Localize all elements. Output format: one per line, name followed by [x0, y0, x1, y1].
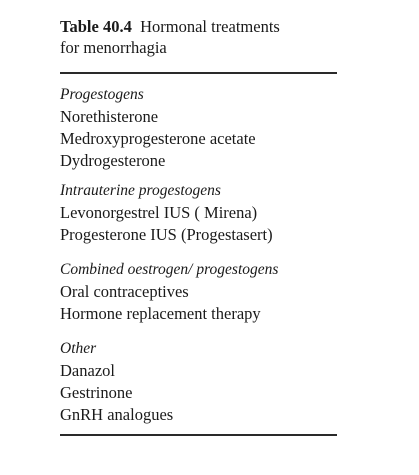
list-item: Levonorgestrel IUS ( Mirena) — [60, 203, 258, 222]
bottom-rule — [60, 434, 337, 436]
group-progestogens — [60, 84, 337, 172]
group-heading: Other — [60, 340, 97, 357]
list-item: Gestrinone — [60, 383, 133, 402]
group-combined-oestrogen-progestogens — [60, 259, 337, 325]
list-item: Norethisterone — [60, 107, 159, 126]
group-heading: Combined oestrogen/ progestogens — [60, 261, 279, 278]
table-label: Table 40.4 — [60, 17, 132, 36]
table-title-line-2: for menorrhagia — [60, 38, 167, 57]
group-heading: Intrauterine progestogens — [60, 182, 221, 199]
list-item: Progesterone IUS (Progestasert) — [60, 225, 273, 244]
caption-line-1 — [60, 16, 337, 37]
group-other — [60, 338, 337, 426]
list-item: Oral contraceptives — [60, 282, 189, 301]
table-caption — [60, 16, 337, 58]
list-item: Medroxyprogesterone acetate — [60, 129, 256, 148]
list-item: Danazol — [60, 361, 115, 380]
list-item: Hormone replacement therapy — [60, 304, 261, 323]
group-heading: Progestogens — [60, 86, 144, 103]
group-intrauterine-progestogens — [60, 180, 337, 246]
top-rule — [60, 72, 337, 74]
table-title-line-1: Hormonal treatments — [140, 17, 280, 36]
list-item: Dydrogesterone — [60, 151, 166, 170]
list-item: GnRH analogues — [60, 405, 174, 424]
